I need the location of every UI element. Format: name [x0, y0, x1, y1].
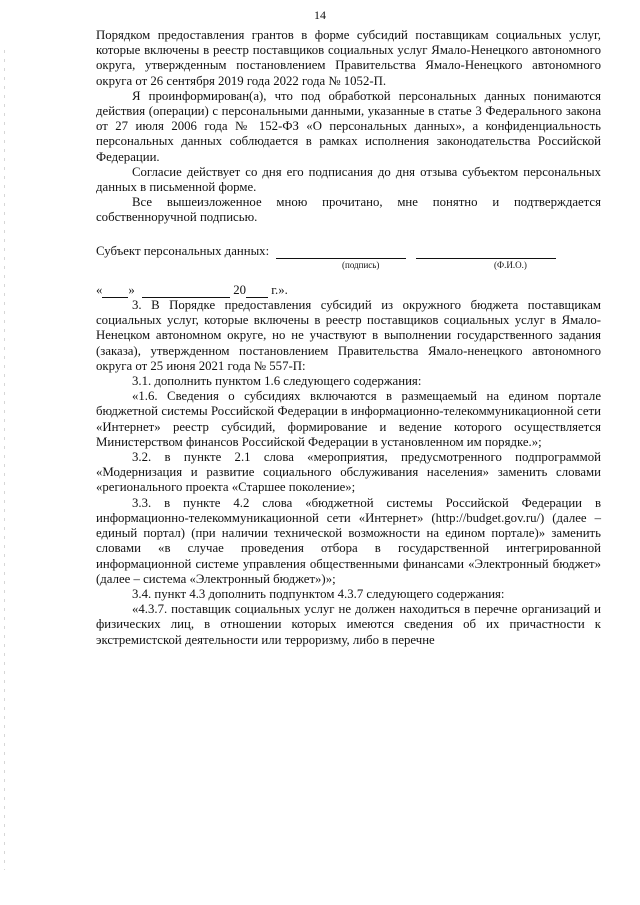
sign-caption: (подпись)	[342, 259, 380, 270]
paragraph-bottom-0: 3. В Порядке предоставления субсидий из окружного бюджета поставщикам социальных услуг, которые включены в реестр поставщиков социальных услуг в Ямало-Ненецком автономном округе, но не участвуют в выполнении государственного задания (заказа), утвержденном постановлением Правительства Ямало-ненецкого автономного округа от 25 июня 2021 года № 557-П:	[96, 298, 601, 373]
paragraph-bottom-5: 3.4. пункт 4.3 дополнить подпунктом 4.3.7 следующего содержания:	[132, 586, 505, 601]
signature-label: Субъект персональных данных:	[96, 243, 270, 258]
year-blank	[246, 285, 268, 298]
month-blank	[142, 285, 230, 298]
paragraph-bottom-3: 3.2. в пункте 2.1 слова «мероприятия, предусмотренного подпрограммой «Модернизация и развитие социального обслуживания населения» заменить словами «регионального проекта «Старшее поколение»;	[96, 450, 601, 495]
page-number: 14	[314, 8, 326, 22]
name-blank	[416, 246, 556, 259]
date-line	[96, 283, 601, 298]
name-caption: (Ф.И.О.)	[494, 259, 527, 270]
signature-captions	[96, 259, 601, 273]
paragraph-top-2: Согласие действует со дня его подписания до дня отзыва субъектом персональных данных в письменной форме.	[96, 164, 601, 195]
paragraph-top-1: Я проинформирован(а), что под обработкой персональных данных понимаются действия (операции) с персональными данными, указанные в статье 3 Федерального закона от 27 июля 2006 года № 152-ФЗ «О персональных данных», а конфиденциальность персональных данных соблюдается в рамках исполнения законодательства Российской Федерации.	[96, 88, 601, 164]
year-prefix: 20	[233, 282, 247, 297]
document-body	[96, 28, 601, 648]
paragraph-bottom-1: 3.1. дополнить пунктом 1.6 следующего содержания:	[132, 374, 422, 389]
paragraph-top-3: Все вышеизложенное мною прочитано, мне понятно и подтверждается собственноручной подписью.	[96, 195, 601, 225]
date-open-quote: «	[96, 282, 103, 297]
day-blank	[102, 285, 128, 298]
paragraph-top-0: Порядком предоставления грантов в форме субсидий поставщикам социальных услуг, которые включены в реестр поставщиков социальных услуг Ямало-Ненецкого автономного округа, утвержденным постановлением Правительства Ямало-Ненецкого автономного округа от 26 сентября 2019 года 2022 года № 1052-П.	[96, 28, 601, 88]
paragraph-bottom-6: «4.3.7. поставщик социальных услуг не должен находиться в перечне организаций и физических лиц, в отношении которых имеются сведения об их причастности к экстремистской деятельности или терроризму, либо в перечне	[96, 602, 601, 647]
signature-blank	[276, 246, 406, 259]
scan-edge-artifact	[4, 50, 5, 870]
signature-line	[96, 244, 601, 259]
paragraph-bottom-4: 3.3. в пункте 4.2 слова «бюджетной системы Российской Федерации в информационно-телекоммуникационной сети «Интернет» (http://budget.gov.ru/) (далее – единый портал) (при наличии технической возможности на едином портале)» заменить словами «в случае проведения отбора в государственной интегрированной информационной системе управления общественными финансами «Электронный бюджет» (далее – система «Электронный бюджет»)»;	[96, 495, 601, 586]
date-close-quote: »	[128, 282, 135, 297]
date-suffix: г.».	[271, 282, 288, 297]
paragraph-bottom-2: «1.6. Сведения о субсидиях включаются в размещаемый на едином портале бюджетной системы Российской Федерации в информационно-телекоммуникационной сети «Интернет» реестр субсидий, формирование и ведение которого осуществляется Министерством финансов Российской Федерации в установленном им порядке.»;	[96, 389, 601, 449]
